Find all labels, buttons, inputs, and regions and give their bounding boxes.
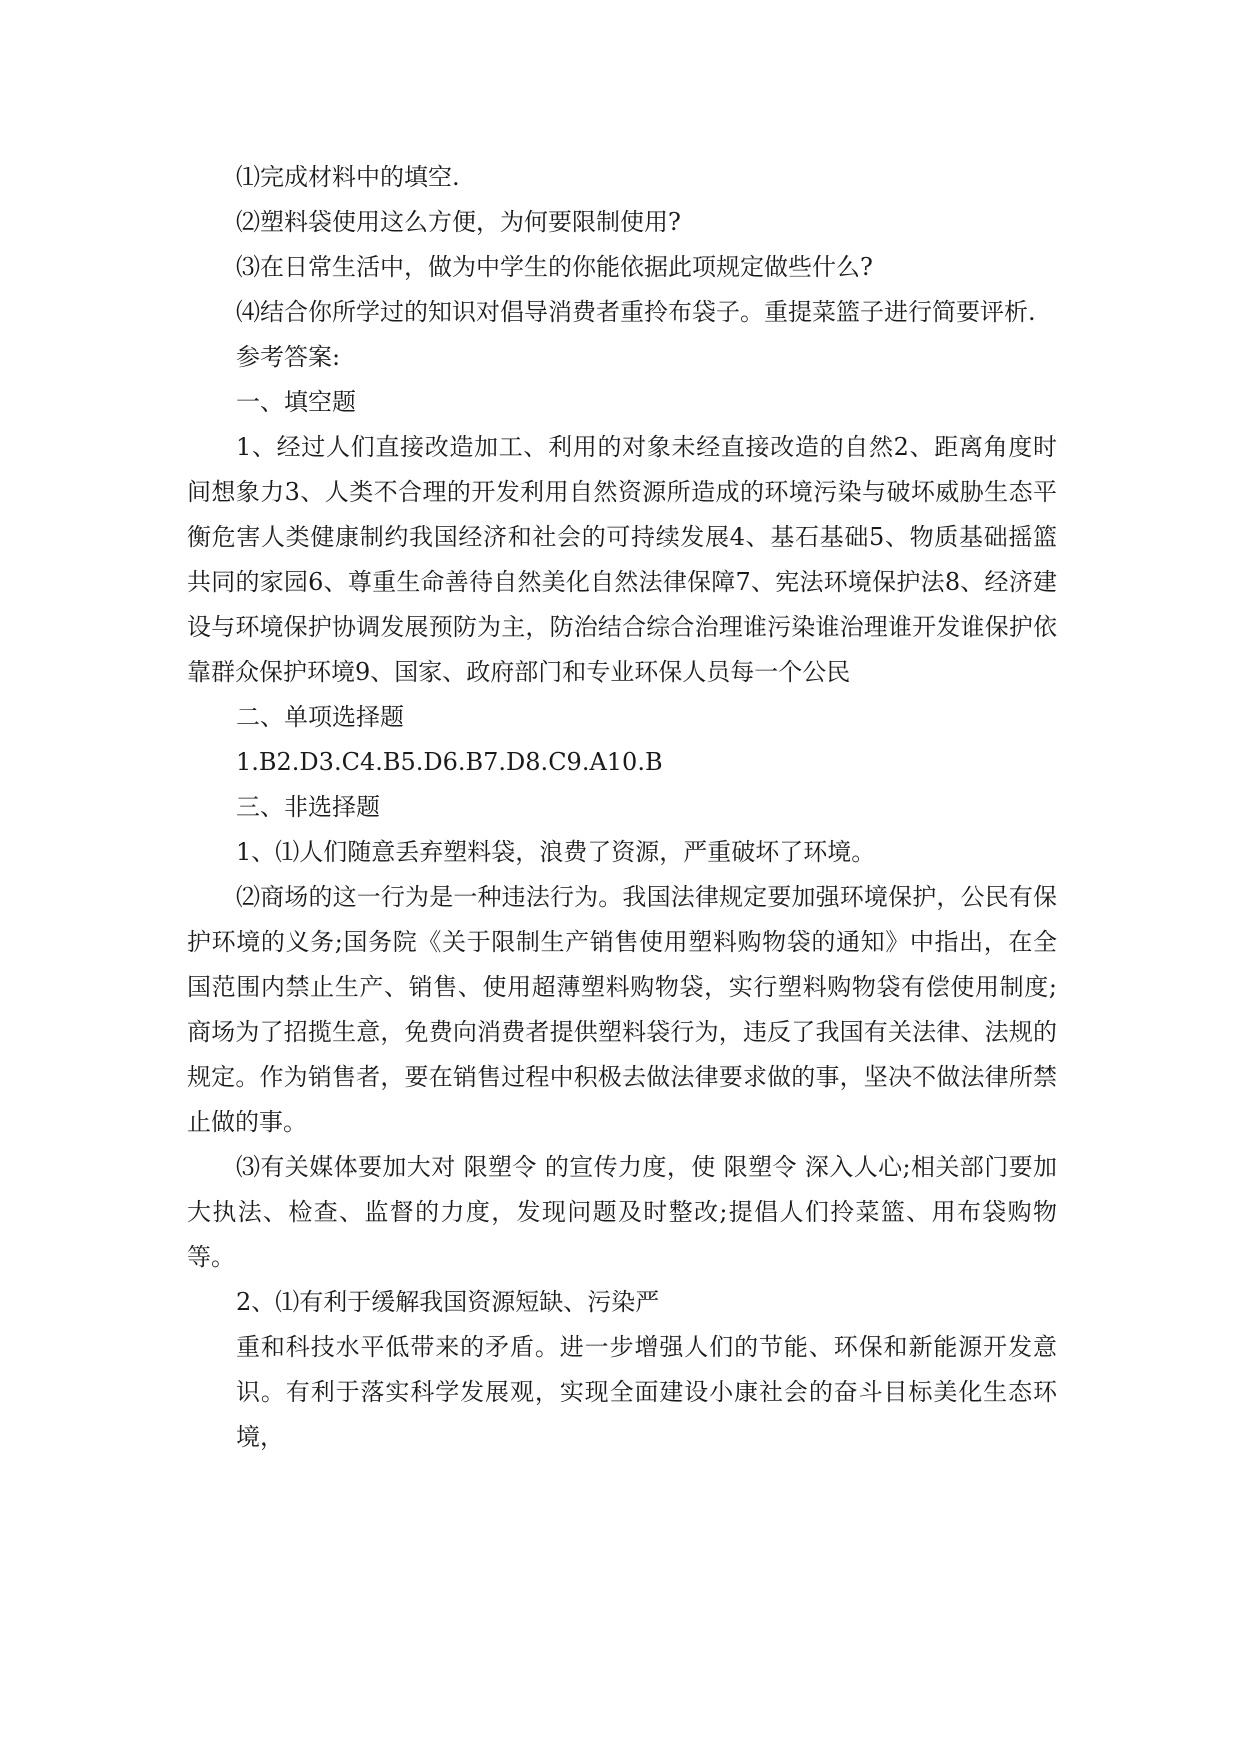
fill-blank-answers: 1、经过人们直接改造加工、利用的对象未经直接改造的自然2、距离角度时间想象力3、人类不合理的开发利用自然资源所造成的环境污染与破坏威胁生态平衡危害人类健康制约我国经济和社会的可持续发展4、基石基础5、物质基础摇篮共同的家园6、尊重生命善待自然美化自然法律保障7、宪法环境保护法8、经济建设与环境保护协调发展预防为主，防治结合综合治理谁污染谁治理谁开发谁保护依靠群众保护环境9、国家、政府部门和专业环保人员每一个公民 — [187, 433, 1057, 686]
single-choice-answers: 1.B2.D3.C4.B5.D6.B7.D8.C9.A10.B — [236, 748, 663, 776]
question-4: ⑷结合你所学过的知识对倡导消费者重拎布袋子。重提菜篮子进行简要评析. — [236, 298, 1036, 326]
document-body — [187, 155, 1057, 1460]
section-fill-blank-heading: 一、填空题 — [236, 388, 356, 416]
answer-1-part-1: 1、⑴人们随意丢弃塑料袋，浪费了资源，严重破坏了环境。 — [236, 838, 876, 866]
answer-2-continuation: 重和科技水平低带来的矛盾。进一步增强人们的节能、环保和新能源开发意识。有利于落实科学发展观，实现全面建设小康社会的奋斗目标美化生态环境， — [236, 1333, 1057, 1451]
question-1: ⑴完成材料中的填空. — [236, 163, 460, 191]
question-2: ⑵塑料袋使用这么方便，为何要限制使用? — [236, 208, 681, 236]
answer-1-part-3: ⑶有关媒体要加大对 限塑令 的宣传力度，使 限塑令 深入人心;相关部门要加大执法、检查、监督的力度，发现问题及时整改;提倡人们拎菜篮、用布袋购物等。 — [187, 1153, 1057, 1271]
answer-1-part-2: ⑵商场的这一行为是一种违法行为。我国法律规定要加强环境保护，公民有保护环境的义务;国务院《关于限制生产销售使用塑料购物袋的通知》中指出，在全国范围内禁止生产、销售、使用超薄塑料购物袋，实行塑料购物袋有偿使用制度;商场为了招揽生意，免费向消费者提供塑料袋行为，违反了我国有关法律、法规的规定。作为销售者，要在销售过程中积极去做法律要求做的事，坚决不做法律所禁止做的事。 — [187, 883, 1057, 1136]
answer-2-part-1: 2、⑴有利于缓解我国资源短缺、污染严 — [236, 1288, 660, 1316]
question-3: ⑶在日常生活中，做为中学生的你能依据此项规定做些什么? — [236, 253, 873, 281]
section-single-choice-heading: 二、单项选择题 — [236, 703, 404, 731]
answer-key-heading: 参考答案: — [236, 343, 341, 371]
section-non-choice-heading: 三、非选择题 — [236, 793, 380, 821]
